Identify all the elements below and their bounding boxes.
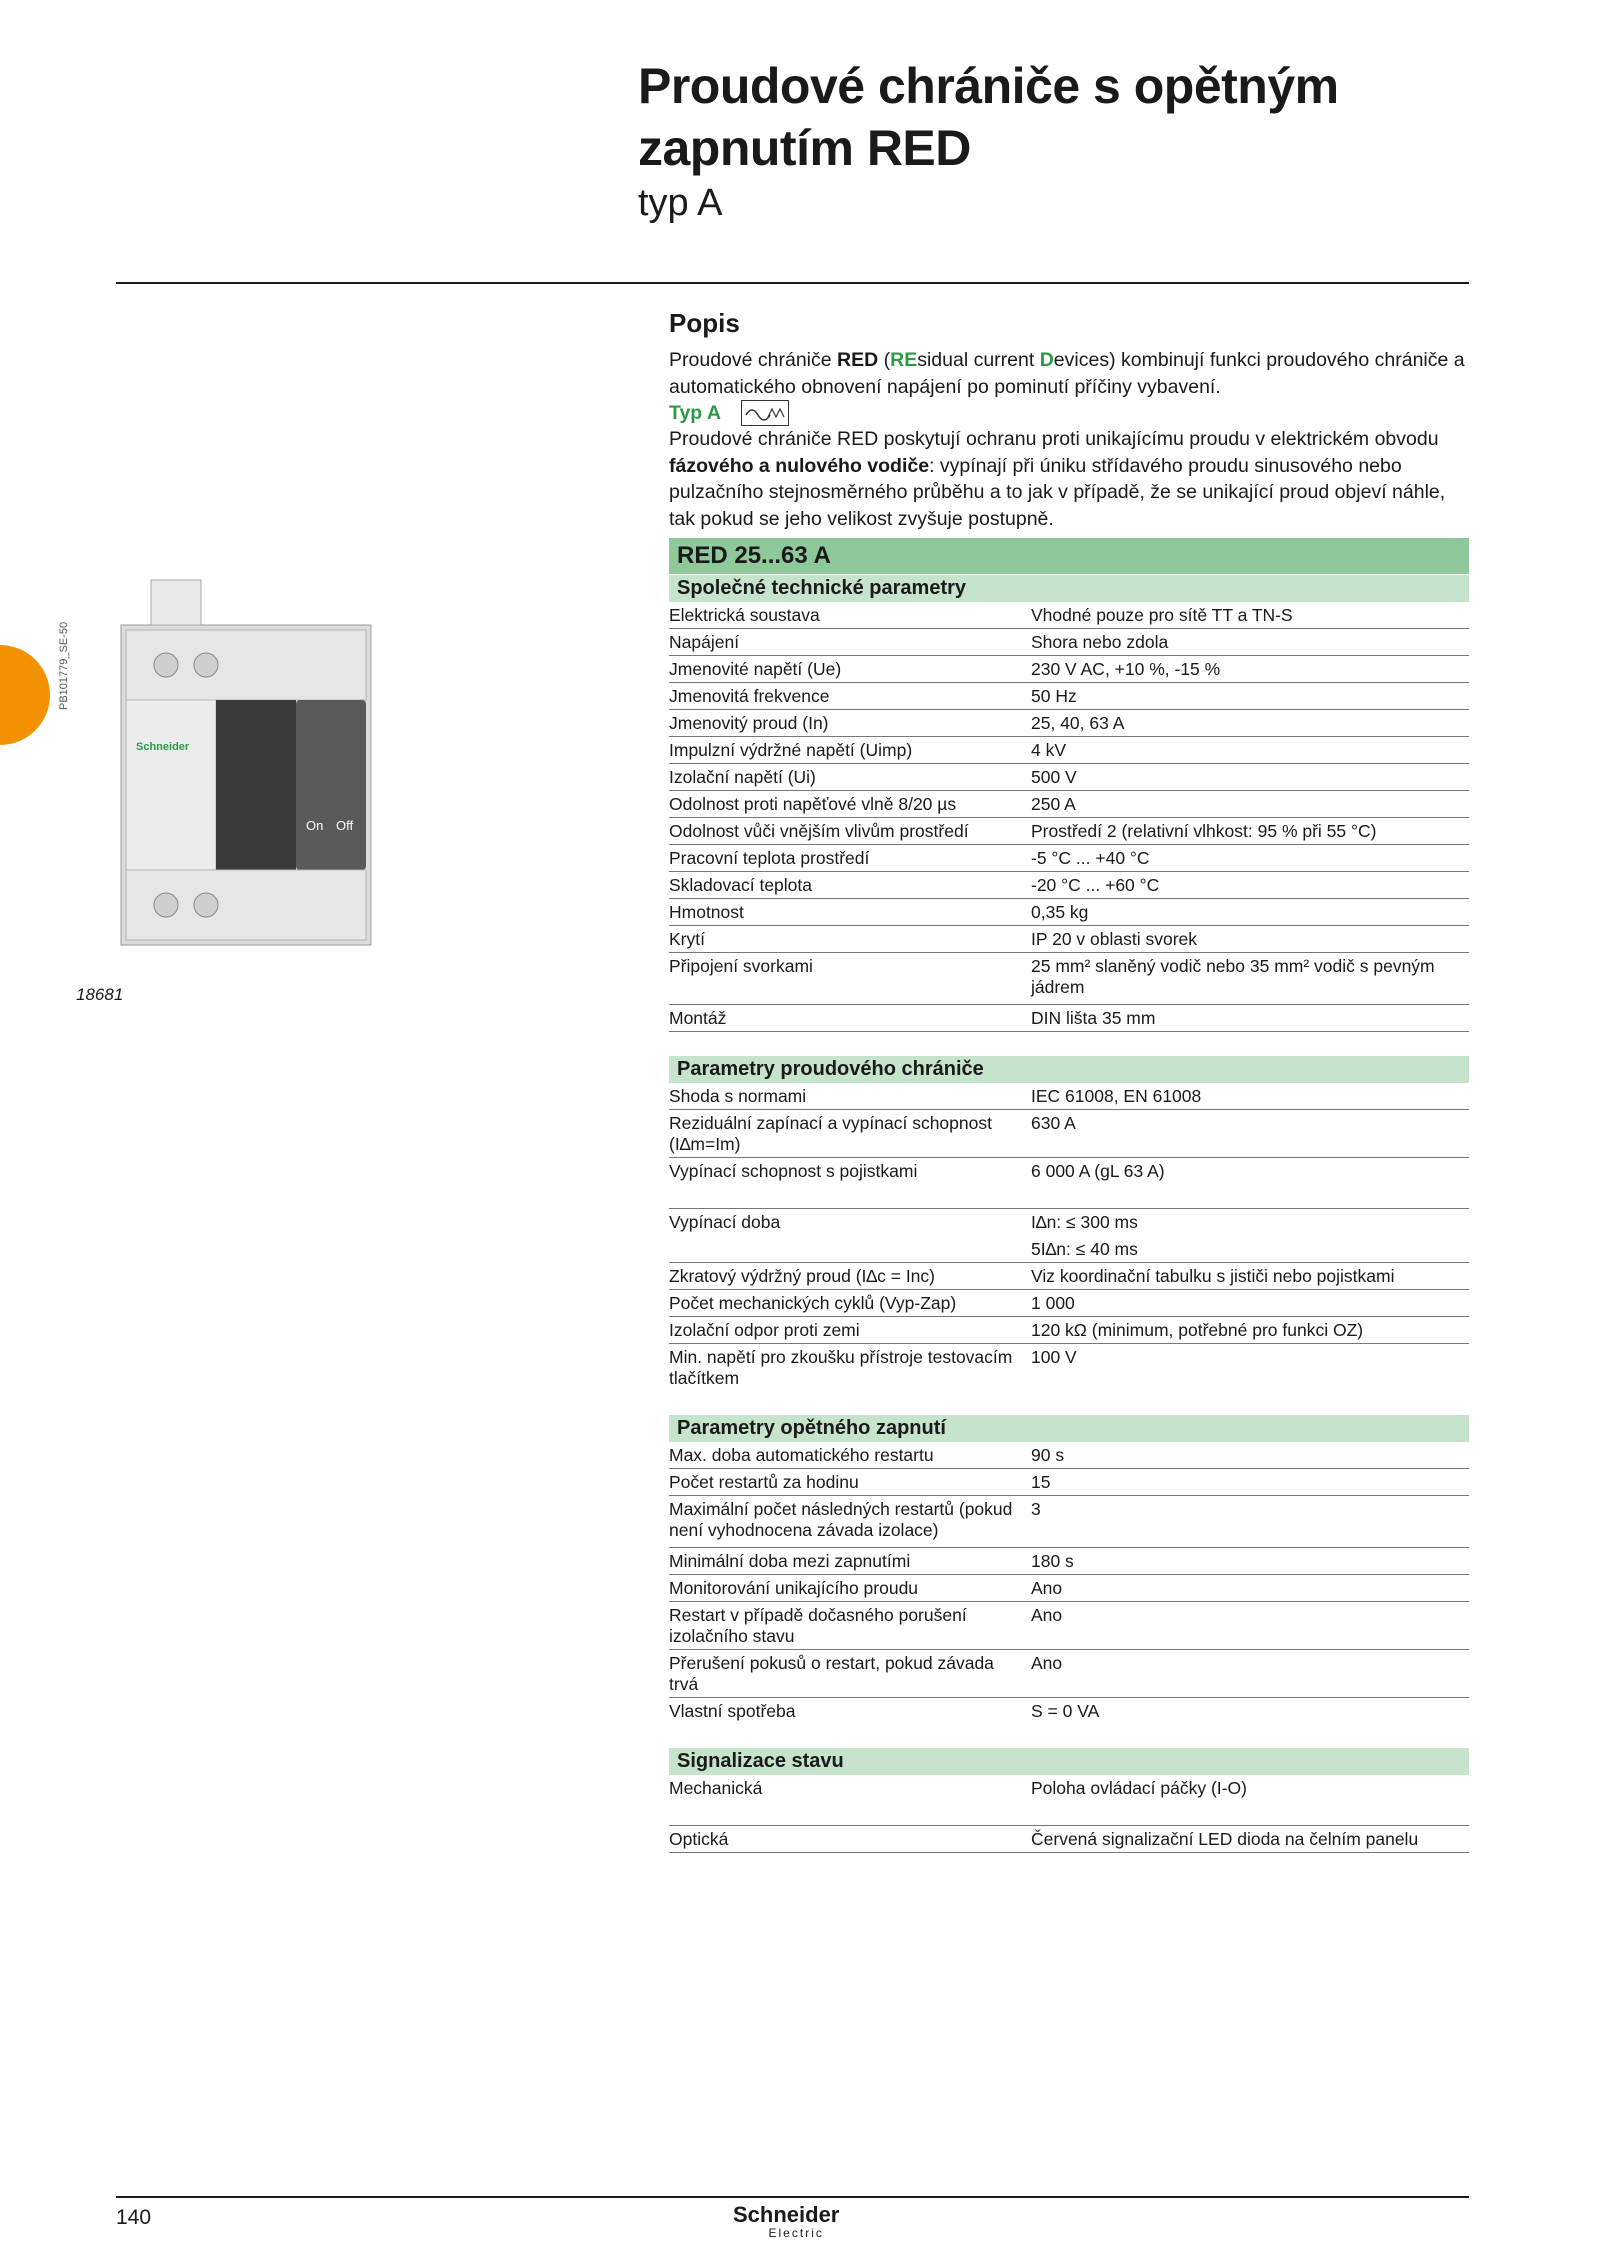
description-heading: Popis bbox=[669, 308, 740, 338]
row-key: Izolační napětí (Ui) bbox=[669, 767, 816, 787]
row-value: DIN lišta 35 mm bbox=[1031, 1008, 1156, 1028]
desc-bold: fázového a nulového vodiče bbox=[669, 454, 930, 477]
description bbox=[669, 347, 1469, 532]
table-row bbox=[669, 1005, 1469, 1032]
title-block bbox=[638, 55, 1339, 227]
row-key: Optická bbox=[669, 1829, 729, 1849]
row-key: Jmenovitá frekvence bbox=[669, 686, 830, 706]
row-value: -20 °C ... +60 °C bbox=[1031, 875, 1160, 895]
desc-text: Proudové chrániče bbox=[669, 349, 838, 371]
table-row bbox=[669, 953, 1469, 1005]
desc-text: evices) kombinují funkci proudového chrániče a automatického obnovení napájení po pominutí příčiny vybavení. bbox=[669, 349, 1465, 398]
table-row bbox=[669, 872, 1469, 899]
row-value: 120 kΩ (minimum, potřebné pro funkci OZ) bbox=[1031, 1320, 1364, 1340]
product-image bbox=[116, 575, 376, 955]
row-value: 1 000 bbox=[1031, 1293, 1075, 1313]
table-row bbox=[669, 1602, 1469, 1650]
desc-re-highlight: RE bbox=[890, 349, 918, 371]
row-key: Vypínací doba bbox=[669, 1212, 781, 1232]
product-brand-mark: Schneider bbox=[136, 741, 190, 753]
row-value: 630 A bbox=[1031, 1113, 1076, 1133]
product-label-off: Off bbox=[336, 818, 354, 833]
row-key: Min. napětí pro zkoušku přístroje testovacím tlačítkem bbox=[669, 1347, 1013, 1388]
row-key: Počet restartů za hodinu bbox=[669, 1472, 859, 1492]
row-value: Viz koordinační tabulku s jističi nebo pojistkami bbox=[1031, 1266, 1395, 1286]
row-key: Restart v případě dočasného porušení izolačního stavu bbox=[669, 1605, 967, 1646]
row-value: 4 kV bbox=[1031, 740, 1067, 760]
product-caption: 18681 bbox=[76, 985, 124, 1004]
row-value: 500 V bbox=[1031, 767, 1077, 787]
table-row bbox=[669, 1083, 1469, 1110]
desc-text: ( bbox=[878, 349, 891, 371]
table-reclose bbox=[669, 1442, 1469, 1724]
top-divider bbox=[116, 282, 1469, 284]
table-row bbox=[669, 1575, 1469, 1602]
row-key: Počet mechanických cyklů (Vyp-Zap) bbox=[669, 1293, 957, 1313]
table-row bbox=[669, 1263, 1469, 1290]
desc-red-bold: RED bbox=[837, 349, 879, 371]
row-value: Shora nebo zdola bbox=[1031, 632, 1169, 652]
desc-text: : vypínají při úniku střídavého proudu sinusového nebo pulzačního stejnosměrného průběhu a to jak v případě, že se unikající proud objeví náhle, tak pokud se jeho velikost zvyšuje postupně. bbox=[669, 454, 1446, 530]
table-row bbox=[669, 1110, 1469, 1158]
section-reclose-title: Parametry opětného zapnutí bbox=[669, 1415, 1469, 1442]
row-value: -5 °C ... +40 °C bbox=[1031, 848, 1150, 868]
table-row bbox=[669, 1442, 1469, 1469]
row-key: Jmenovité napětí (Ue) bbox=[669, 659, 842, 679]
logo-main-text: Schneider bbox=[733, 2202, 840, 2227]
table-rcd bbox=[669, 1083, 1469, 1391]
row-value: 15 bbox=[1031, 1472, 1051, 1492]
row-value: 100 V bbox=[1031, 1347, 1077, 1367]
row-key: Minimální doba mezi zapnutími bbox=[669, 1551, 911, 1571]
table-row bbox=[669, 1826, 1469, 1853]
row-key: Zkratový výdržný proud (I∆c = Inc) bbox=[669, 1266, 935, 1286]
section-signal-title: Signalizace stavu bbox=[669, 1748, 1469, 1775]
row-value: Prostředí 2 (relativní vlhkost: 95 % při 55 °C) bbox=[1031, 821, 1377, 841]
type-a-line bbox=[669, 400, 1469, 426]
row-value: Ano bbox=[1031, 1605, 1063, 1625]
row-key: Reziduální zapínací a vypínací schopnost (I∆m=Im) bbox=[669, 1113, 992, 1154]
row-value-line: 5I∆n: ≤ 40 ms bbox=[1031, 1239, 1138, 1259]
page-title-line1: Proudové chrániče s opětným bbox=[638, 58, 1339, 114]
table-row bbox=[669, 1775, 1469, 1826]
table-row bbox=[669, 1548, 1469, 1575]
row-key: Jmenovitý proud (In) bbox=[669, 713, 829, 733]
row-value: Poloha ovládací páčky (I-O) bbox=[1031, 1778, 1247, 1798]
row-key: Montáž bbox=[669, 1008, 727, 1028]
description-paragraph-2 bbox=[669, 426, 1469, 532]
table-row bbox=[669, 1496, 1469, 1548]
table-row bbox=[669, 1158, 1469, 1209]
orange-side-tab bbox=[0, 645, 50, 745]
row-value: 6 000 A (gL 63 A) bbox=[1031, 1161, 1165, 1181]
row-key: Vlastní spotřeba bbox=[669, 1701, 796, 1721]
row-key: Max. doba automatického restartu bbox=[669, 1445, 934, 1465]
table-row bbox=[669, 845, 1469, 872]
table-row bbox=[669, 791, 1469, 818]
row-key: Odolnost proti napěťové vlně 8/20 µs bbox=[669, 794, 957, 814]
row-value: 230 V AC, +10 %, -15 % bbox=[1031, 659, 1221, 679]
row-key: Mechanická bbox=[669, 1778, 763, 1798]
row-value-line: I∆n: ≤ 300 ms bbox=[1031, 1212, 1138, 1232]
table-row bbox=[669, 764, 1469, 791]
row-key: Hmotnost bbox=[669, 902, 744, 922]
range-title-bar: RED 25...63 A bbox=[669, 538, 1469, 574]
table-row bbox=[669, 1650, 1469, 1698]
row-key: Monitorování unikajícího proudu bbox=[669, 1578, 919, 1598]
row-value: Ano bbox=[1031, 1578, 1063, 1598]
schneider-logo bbox=[733, 2204, 839, 2240]
main-content bbox=[669, 308, 1469, 1853]
ac-pulse-icon bbox=[741, 400, 789, 426]
product-label-on: On bbox=[306, 818, 324, 833]
desc-text: sidual current bbox=[917, 349, 1040, 371]
table-row bbox=[669, 1344, 1469, 1391]
row-value bbox=[1031, 1212, 1469, 1260]
table-row bbox=[669, 683, 1469, 710]
row-value: 0,35 kg bbox=[1031, 902, 1089, 922]
desc-d-highlight: D bbox=[1039, 349, 1054, 371]
row-value: 180 s bbox=[1031, 1551, 1074, 1571]
row-key: Odolnost vůči vnějším vlivům prostředí bbox=[669, 821, 969, 841]
page-title-line2: zapnutím RED bbox=[638, 120, 971, 176]
logo-sub-text: Electric bbox=[768, 2226, 824, 2240]
row-value: 250 A bbox=[1031, 794, 1076, 814]
table-row bbox=[669, 899, 1469, 926]
row-key: Připojení svorkami bbox=[669, 956, 813, 976]
row-value: IP 20 v oblasti svorek bbox=[1031, 929, 1198, 949]
row-value: 25, 40, 63 A bbox=[1031, 713, 1125, 733]
section-common-title: Společné technické parametry bbox=[669, 575, 1469, 602]
desc-text: Proudové chrániče RED poskytují ochranu proti unikajícímu proudu v elektrickém obvodu bbox=[669, 428, 1439, 450]
row-key: Pracovní teplota prostředí bbox=[669, 848, 870, 868]
row-key: Přerušení pokusů o restart, pokud závada trvá bbox=[669, 1653, 994, 1694]
row-value: 3 bbox=[1031, 1499, 1041, 1519]
table-row bbox=[669, 818, 1469, 845]
photo-reference: PB101779_SE-50 bbox=[58, 621, 70, 710]
row-value: 50 Hz bbox=[1031, 686, 1077, 706]
row-key: Impulzní výdržné napětí (Uimp) bbox=[669, 740, 913, 760]
page-number: 140 bbox=[116, 2206, 152, 2229]
row-key: Izolační odpor proti zemi bbox=[669, 1320, 860, 1340]
row-value: IEC 61008, EN 61008 bbox=[1031, 1086, 1202, 1106]
row-value: Vhodné pouze pro sítě TT a TN-S bbox=[1031, 605, 1293, 625]
row-key: Napájení bbox=[669, 632, 740, 652]
table-row bbox=[669, 710, 1469, 737]
table-row bbox=[669, 602, 1469, 629]
row-key: Elektrická soustava bbox=[669, 605, 820, 625]
table-common bbox=[669, 602, 1469, 1032]
table-row bbox=[669, 1209, 1469, 1263]
row-key: Krytí bbox=[669, 929, 705, 949]
section-rcd-title: Parametry proudového chrániče bbox=[669, 1056, 1469, 1083]
table-row bbox=[669, 1698, 1469, 1724]
row-key: Skladovací teplota bbox=[669, 875, 813, 895]
table-row bbox=[669, 1290, 1469, 1317]
table-row bbox=[669, 926, 1469, 953]
page-subtitle: typ A bbox=[638, 182, 723, 224]
table-row bbox=[669, 737, 1469, 764]
row-value: 90 s bbox=[1031, 1445, 1065, 1465]
row-key: Shoda s normami bbox=[669, 1086, 807, 1106]
table-row bbox=[669, 656, 1469, 683]
row-key: Vypínací schopnost s pojistkami bbox=[669, 1161, 918, 1181]
type-a-label: Typ A bbox=[669, 401, 721, 424]
table-row bbox=[669, 1317, 1469, 1344]
row-value: Červená signalizační LED dioda na čelním panelu bbox=[1031, 1829, 1419, 1849]
row-value: 25 mm² slaněný vodič nebo 35 mm² vodič s pevným jádrem bbox=[1031, 956, 1435, 997]
bottom-divider bbox=[116, 2196, 1469, 2198]
table-signal bbox=[669, 1775, 1469, 1853]
row-value: S = 0 VA bbox=[1031, 1701, 1100, 1721]
table-row bbox=[669, 1469, 1469, 1496]
row-key: Maximální počet následných restartů (pokud není vyhodnocena závada izolace) bbox=[669, 1499, 1013, 1540]
row-value: Ano bbox=[1031, 1653, 1063, 1673]
table-row bbox=[669, 629, 1469, 656]
description-paragraph-1 bbox=[669, 347, 1469, 400]
